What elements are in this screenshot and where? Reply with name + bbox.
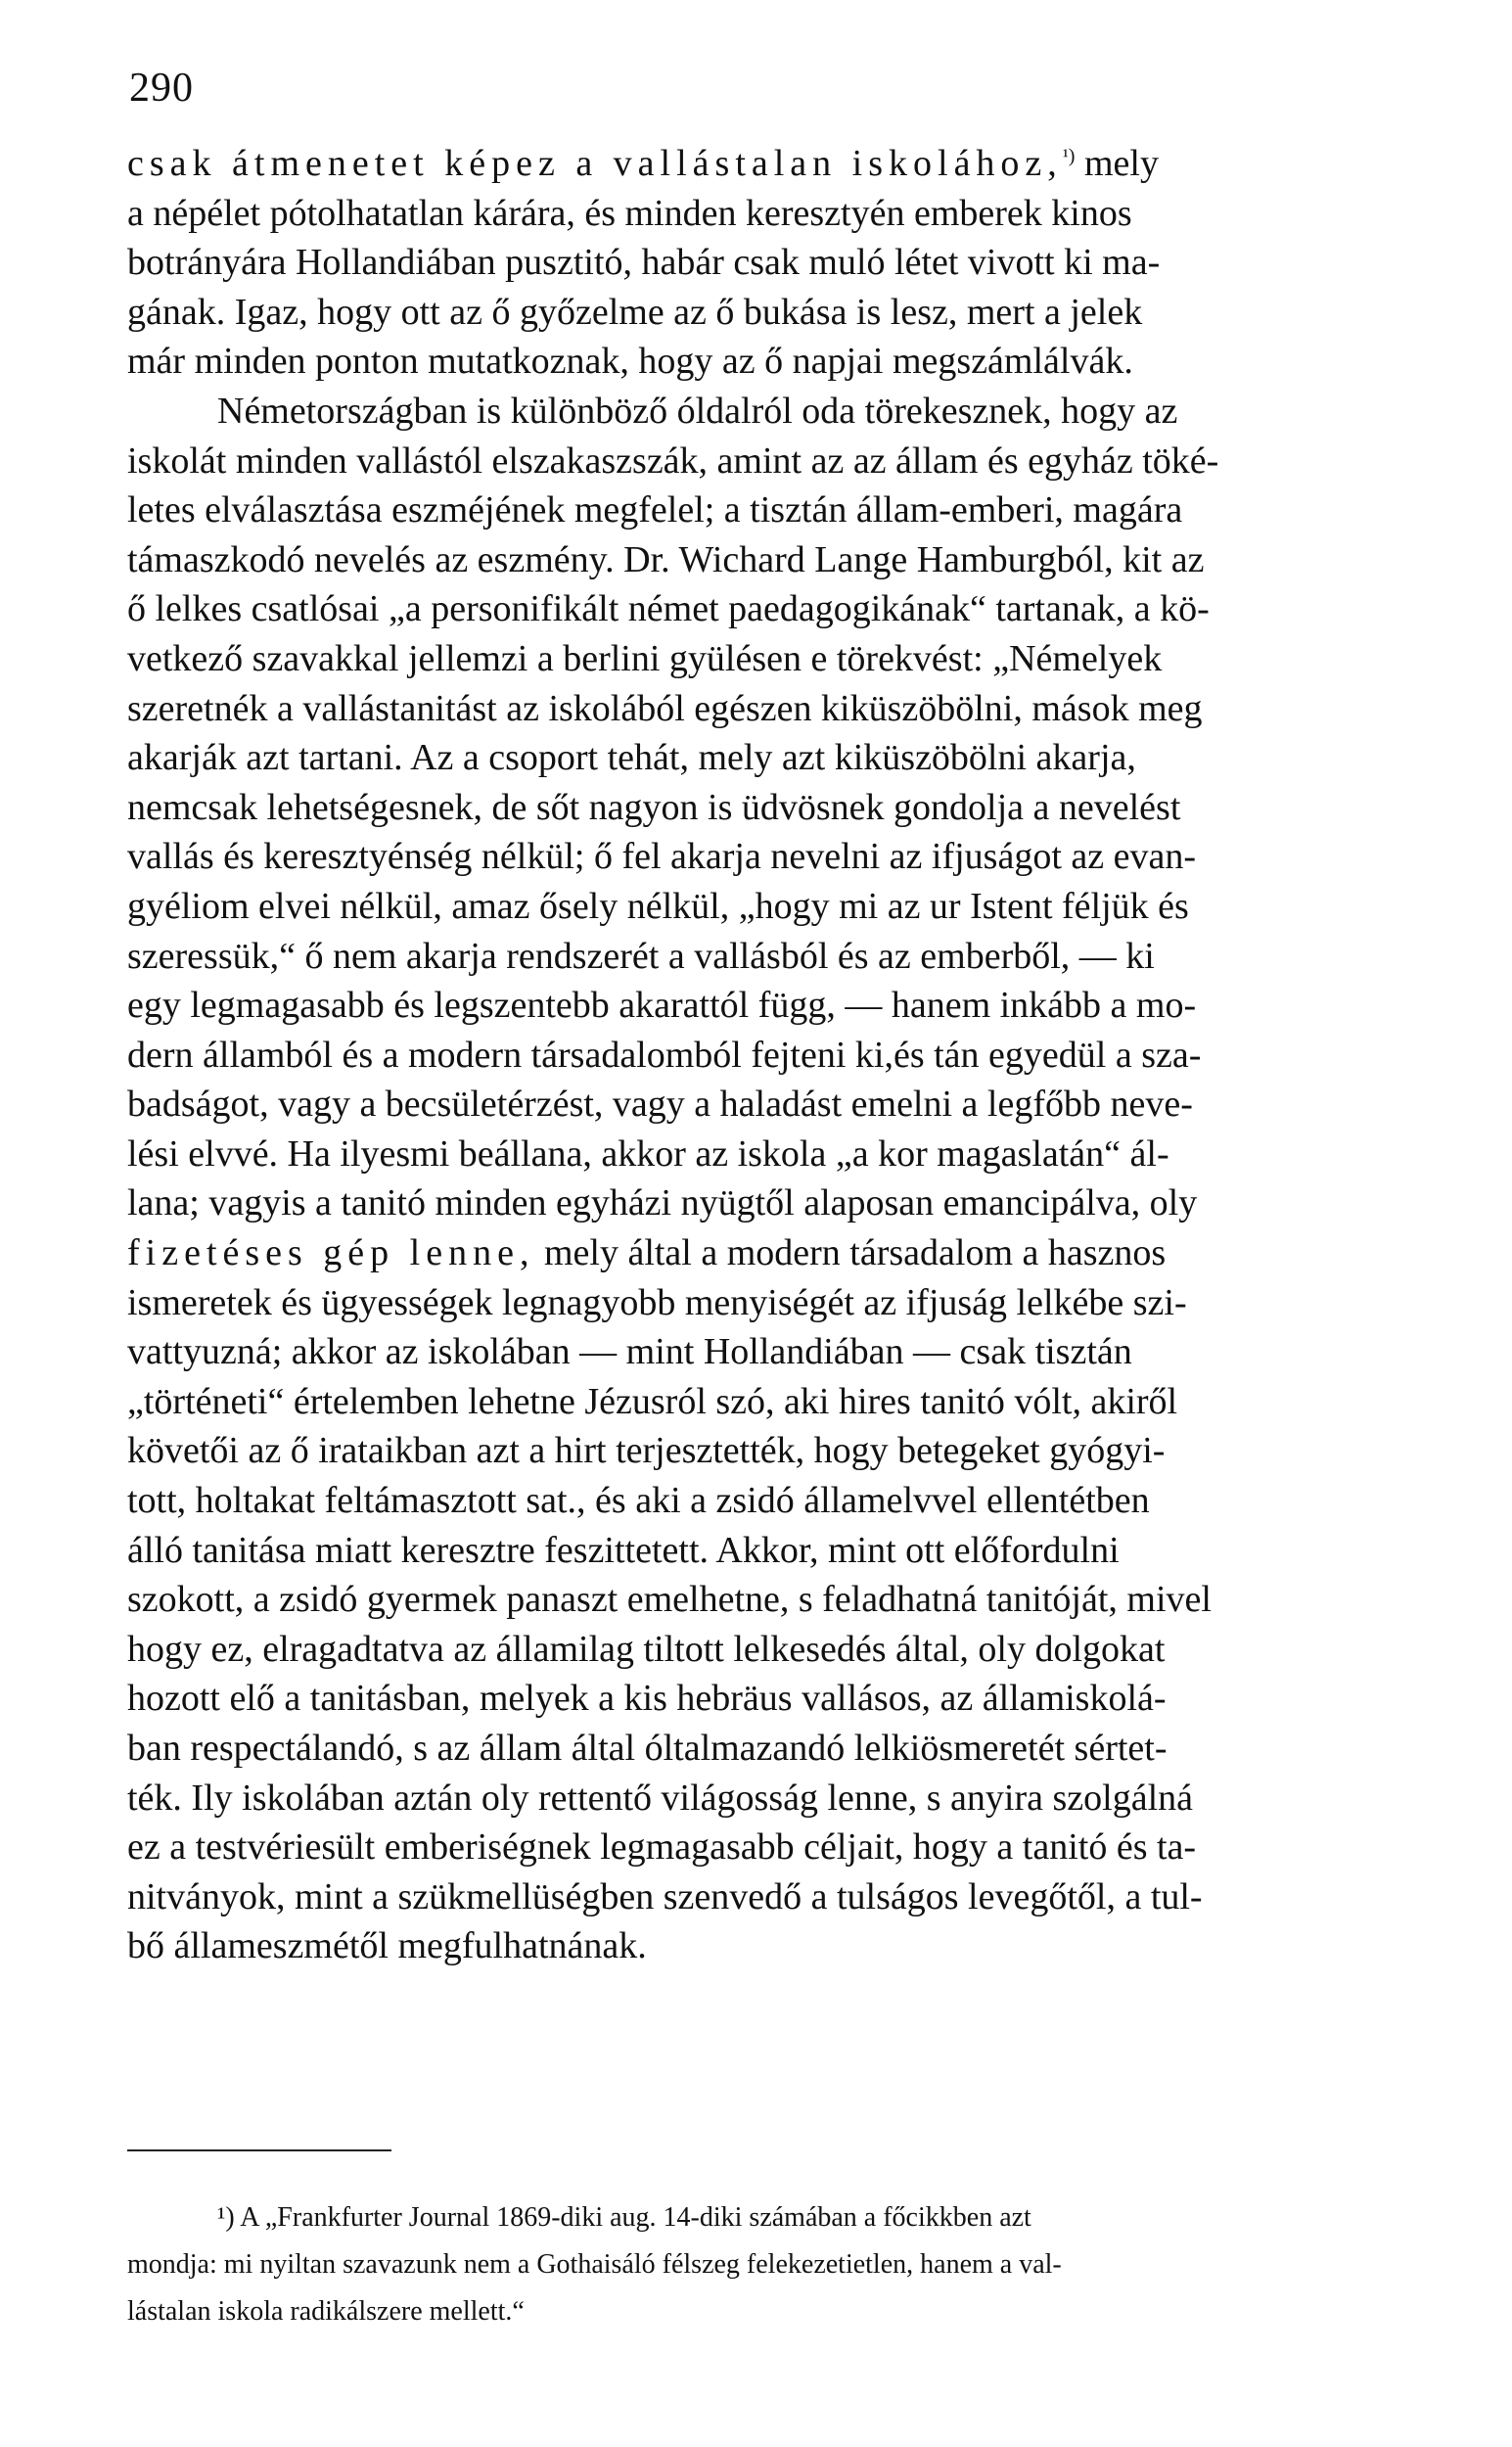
text-line [127,981,1392,1031]
text-line [127,1476,1392,1526]
footnote-reference: ¹) [1062,145,1076,167]
text-line [127,139,1392,189]
text-run: Németországban is különböző óldalról oda törekesznek, hogy az [217,390,1178,432]
footnote-divider [127,2149,391,2151]
text-run: szeressük,“ ő nem akarja rendszerét a vallásból és az emberből, — ki [127,935,1155,977]
text-run: bő állameszmétől megfulhatnának. [127,1925,647,1967]
text-run: mely által a modern társadalom a hasznos [534,1232,1167,1274]
text-run: ő lelkes csatlósai „a personifikált német paedagogikának“ tartanak, a kö- [127,588,1210,630]
page-number: 290 [129,66,194,111]
text-run: tott, holtakat feltámasztott sat., és aki a zsidó államelvvel ellentétben [127,1480,1150,1522]
text-line [127,437,1392,486]
text-run: már minden ponton mutatkoznak, hogy az ő napjai megszámlálvák. [127,341,1133,383]
text-run: gának. Igaz, hogy ott az ő győzelme az ő bukása is lesz, mert a jelek [127,291,1143,333]
text-run: ték. Ily iskolában aztán oly rettentő világosság lenne, s anyira szolgálná [127,1777,1193,1819]
text-line [127,1921,1392,1971]
text-run: csak átmenetet képez a vallástalan iskolához, [127,143,1063,184]
text-line [127,1327,1392,1377]
text-run: akarják azt tartani. Az a csoport tehát, mely azt kiküszöbölni akarja, [127,737,1136,779]
text-run: ez a testvériesült emberiségnek legmagasabb céljait, hogy a tanitó és ta- [127,1826,1197,1869]
text-run: mely [1075,143,1159,184]
text-run: vallás és keresztyénség nélkül; ő fel akarja nevelni az ifjuságot az evan- [127,836,1197,878]
text-run: badságot, vagy a becsületérzést, vagy a haladást emelni a legfőbb neve- [127,1084,1193,1126]
text-run: botrányára Hollandiában pusztitó, habár csak muló létet vivott ki ma- [127,242,1161,284]
text-line [127,584,1392,634]
text-line [127,1130,1392,1179]
body-text [127,139,1392,1971]
text-run: vetkező szavakkal jellemzi a berlini gyülésen e törekvést: „Némelyek [127,637,1163,679]
text-line [127,1526,1392,1576]
text-line [127,1575,1392,1625]
text-run: hogy ez, elragadtatva az államilag tiltott lelkesedés által, oly dolgokat [127,1628,1166,1670]
text-line [127,1724,1392,1774]
text-line [127,1178,1392,1228]
footnote-line [127,2194,1392,2241]
text-line [127,783,1392,833]
text-run: iskolát minden vallástól elszakaszszák, amint az az állam és egyház töké- [127,439,1219,482]
text-line [127,387,1392,437]
text-line [127,1278,1392,1328]
text-line [127,1625,1392,1675]
text-run: nemcsak lehetségesnek, de sőt nagyon is üdvösnek gondolja a nevelést [127,786,1181,828]
text-line [127,634,1392,684]
text-run: álló tanitása miatt keresztre feszittetett. Akkor, mint ott előfordulni [127,1529,1120,1571]
text-line [127,684,1392,734]
text-run: támaszkodó nevelés az eszmény. Dr. Wichard Lange Hamburgból, kit az [127,538,1205,580]
text-run: gyéliom elvei nélkül, amaz ősely nélkül, „hogy mi az ur Istent féljük és [127,885,1189,927]
text-run: lana; vagyis a tanitó minden egyházi nyügtől alaposan emancipálva, oly [127,1182,1198,1224]
text-run: szeretnék a vallástanitást az iskolából egészen kiküszöbölni, mások meg [127,687,1203,729]
text-line [127,1823,1392,1872]
text-run: vattyuzná; akkor az iskolában — mint Hollandiában — csak tisztán [127,1331,1132,1373]
text-run: követői az ő irataikban azt a hirt terjesztették, hogy betegeket gyógyi- [127,1430,1166,1472]
text-line [127,932,1392,982]
footnote-line: lástalan iskola radikálszere mellett.“ [127,2296,525,2327]
footnote [127,2194,1392,2335]
text-run: dern államból és a modern társadalomból fejteni ki,és tán egyedül a sza- [127,1034,1202,1076]
text-run: letes elválasztása eszméjének megfelel; a tisztán állam-emberi, magára [127,489,1183,531]
text-run: fizetéses gép lenne, [127,1232,535,1274]
text-line [127,832,1392,882]
text-line [127,485,1392,535]
text-line [127,1080,1392,1130]
text-line [127,1872,1392,1922]
text-line [127,1377,1392,1427]
text-line [127,337,1392,387]
text-line [127,1774,1392,1824]
text-line [127,733,1392,783]
text-line [127,1674,1392,1724]
text-line [127,882,1392,932]
text-line [127,1228,1392,1278]
text-run: lési elvvé. Ha ilyesmi beállana, akkor az iskola „a kor magaslatán“ ál- [127,1132,1169,1175]
text-run: „történeti“ értelemben lehetne Jézusról szó, aki hires tanitó vólt, akiről [127,1380,1178,1422]
text-line [127,238,1392,288]
text-line [127,288,1392,338]
text-run: egy legmagasabb és legszentebb akarattól függ, — hanem inkább a mo- [127,985,1197,1027]
text-run: ban respectálandó, s az állam által óltalmazandó lelkiösmeretét sértet- [127,1728,1168,1769]
text-line [127,189,1392,239]
footnote-line: mondja: mi nyiltan szavazunk nem a Gothaisáló félszeg felekezetietlen, hanem a val- [127,2249,1062,2280]
text-run: a népélet pótolhatatlan kárára, és minden keresztyén emberek kinos [127,192,1132,234]
footnote-text: A „Frankfurter Journal 1869-diki aug. 14-diki számában a főcikkben azt [240,2202,1031,2233]
text-line [127,1031,1392,1081]
footnote-marker: ¹) [217,2202,235,2233]
text-run: nitványok, mint a szükmellüségben szenvedő a tulságos levegőtől, a tul- [127,1875,1203,1917]
text-run: hozott elő a tanitásban, melyek a kis hebräus vallásos, az államiskolá- [127,1678,1167,1720]
text-run: ismeretek és ügyességek legnagyobb menyiségét az ifjuság lelkébe szi- [127,1281,1187,1323]
text-run: szokott, a zsidó gyermek panaszt emelhetne, s feladhatná tanitóját, mivel [127,1579,1212,1621]
text-line [127,1426,1392,1476]
text-line [127,535,1392,585]
